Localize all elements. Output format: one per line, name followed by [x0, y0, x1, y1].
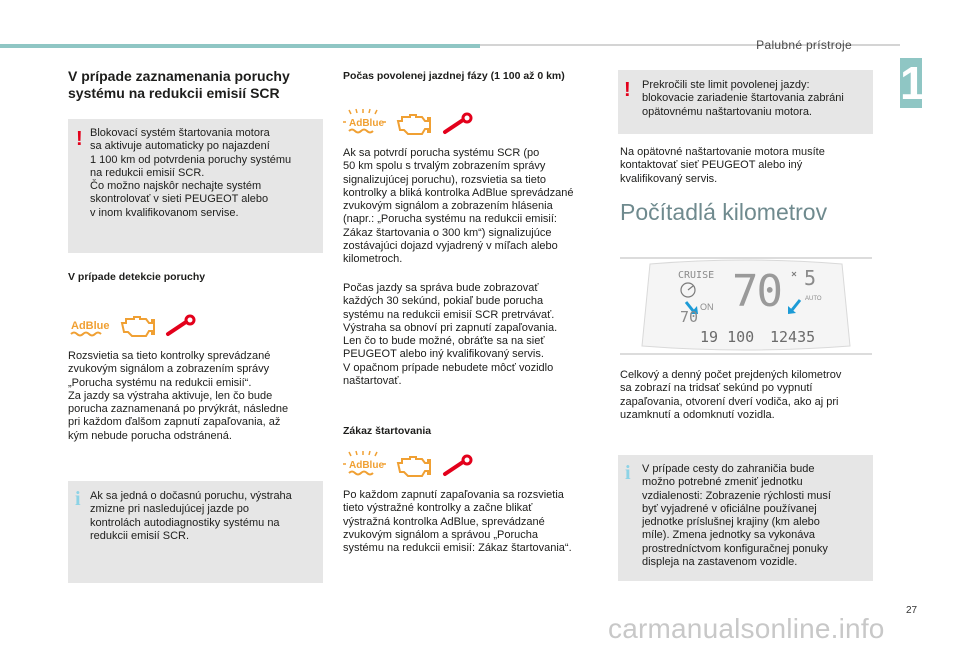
engine-check-icon — [398, 115, 430, 134]
col2-icon-row-2 — [343, 450, 483, 489]
cruise-label: CRUISE — [678, 270, 715, 281]
watermark: carmanualsonline.info — [608, 613, 885, 644]
col1-warning-box — [68, 119, 323, 253]
col1-info-box — [68, 481, 323, 583]
wrench-icon — [168, 316, 194, 334]
speed-display: 70 — [732, 266, 781, 317]
auto-label: AUTO — [805, 296, 822, 302]
col3-paragraph2: Celkový a denný počet prejdených kilometrov sa zobrazí na tridsať sekúnd po vypnutí zapaľovania, otvorení dverí vodiča, ako aj pri uzamknutí a odomknutí vozidla. — [620, 369, 842, 421]
warning-exclamation-icon: ! — [624, 79, 631, 101]
info-icon: i — [75, 488, 81, 510]
col3-warning-text: Prekročili ste limit povolenej jazdy: blokovacie zariadenie štartovania zabráni opätovnému naštartovaniu motora. — [642, 79, 844, 118]
wrench-icon — [445, 456, 471, 474]
cruise-on-label: ON — [700, 302, 714, 312]
engine-check-icon — [398, 457, 430, 476]
col3-warning-box — [618, 70, 873, 134]
instrument-cluster — [620, 256, 872, 356]
col2-paragraph1: Ak sa potvrdí porucha systému SCR (po 50 km spolu s trvalým zobrazením správy signalizujúcej poruchu), rozsvietia sa tieto kontrolky a bliká kontrolka AdBlue sprevádzané zvukovým signálom a zobrazením hlásenia (napr.: „Porucha systému na redukcii emisií: Zákaz štartovania o 300 km“) signalizujúce zostávajúci dojazd vyjadrený v míľach alebo kilometroch. — [343, 147, 574, 266]
col1-paragraph: Rozsvietia sa tieto kontrolky sprevádzané zvukovým signálom a zobrazením správy „Porucha systému na redukcii emisií“. Za jazdy sa výstraha aktivuje, len čo bude porucha zaznamenaná po prvýkrát, následne pri každom ďalšom zapnutí zapaľovania, až kým nebude porucha odstránená. — [68, 350, 289, 442]
svg-text:AdBlue: AdBlue — [349, 118, 384, 129]
col2-paragraph2: Počas jazdy sa správa bude zobrazovať každých 30 sekúnd, pokiaľ bude porucha systému na redukcii emisií SCR pretrvávať. Výstraha sa obnoví pri zapnutí zapaľovania. Len čo to bude možné, obráťte sa na sieť PEUGEOT alebo iný kvalifikovaný servis. V opačnom prípade nebudete môcť vozidlo naštartovať. — [343, 282, 558, 388]
col2-paragraph3: Po každom zapnutí zapaľovania sa rozsvietia tieto výstražné kontrolky a začne blikať výstražná kontrolka AdBlue, sprevádzané zvukovým signálom a správou „Porucha systému na redukcii emisií: Zákaz štartovania“. — [343, 489, 572, 555]
col3-info-text: V prípade cesty do zahraničia bude možno potrebné zmeniť jednotku vzdialenosti: Zobrazenie rýchlosti musí byť vyjadrené v oficiálne používanej jednotke príslušnej krajiny (km alebo míle). Zmena jednotky sa vykonáva prostredníctvom konfiguračnej ponuky displeja na zastavenom vozidle. — [642, 463, 831, 569]
odometer-title: Počítadlá kilometrov — [620, 199, 828, 225]
engine-check-icon — [122, 317, 154, 336]
svg-text:AdBlue: AdBlue — [349, 460, 384, 471]
col3-title-wrap — [620, 199, 827, 226]
col1-info-text: Ak sa jedná o dočasnú poruchu, výstraha zmizne pri nasledujúcej jazde po kontrolách autodiagnostiky systému na redukcii emisií SCR. — [90, 490, 292, 542]
adblue-blinking-icon — [343, 109, 386, 133]
info-icon: i — [625, 462, 631, 484]
total-odometer: 12435 — [770, 328, 816, 346]
adblue-icon — [71, 320, 110, 336]
adblue-blinking-icon — [343, 451, 386, 475]
header-accent-bar — [0, 44, 480, 48]
col2-heading2: Zákaz štartovania — [343, 425, 432, 437]
col1-subheading: V prípade detekcie poruchy — [68, 271, 206, 283]
set-speed-display: 70 — [680, 308, 699, 326]
section-title: Palubné prístroje — [756, 38, 852, 52]
col1-warning-text: Blokovací systém štartovania motora sa aktivuje automaticky po najazdení 1 100 km od potvrdenia poruchy systému na redukcii emisií SCR. Čo možno najskôr nechajte systém skontrolovať v sieti PEUGEOT alebo v inom kvalifikovanom servise. — [90, 127, 292, 219]
col1-heading-wrap — [68, 68, 318, 102]
wrench-icon — [445, 114, 471, 132]
col3-info-box — [618, 455, 873, 581]
col3-paragraph1: Na opätovné naštartovanie motora musíte kontaktovať sieť PEUGEOT alebo iný kvalifikovaný servis. — [620, 146, 825, 185]
col2-icon-row-1 — [343, 108, 483, 147]
svg-text:AdBlue: AdBlue — [71, 320, 110, 332]
chapter-number: 1 — [900, 57, 926, 109]
warning-exclamation-icon: ! — [76, 128, 83, 150]
page-number: 27 — [906, 605, 918, 616]
col1-heading: V prípade zaznamenania poruchy systému na redukcii emisií SCR — [68, 68, 290, 101]
col1-icon-row — [68, 312, 208, 347]
col2-heading1: Počas povolenej jazdnej fázy (1 100 až 0 km) — [343, 70, 565, 82]
trip-odometer: 19 100 — [700, 328, 755, 346]
gear-display: 5 — [804, 266, 817, 290]
